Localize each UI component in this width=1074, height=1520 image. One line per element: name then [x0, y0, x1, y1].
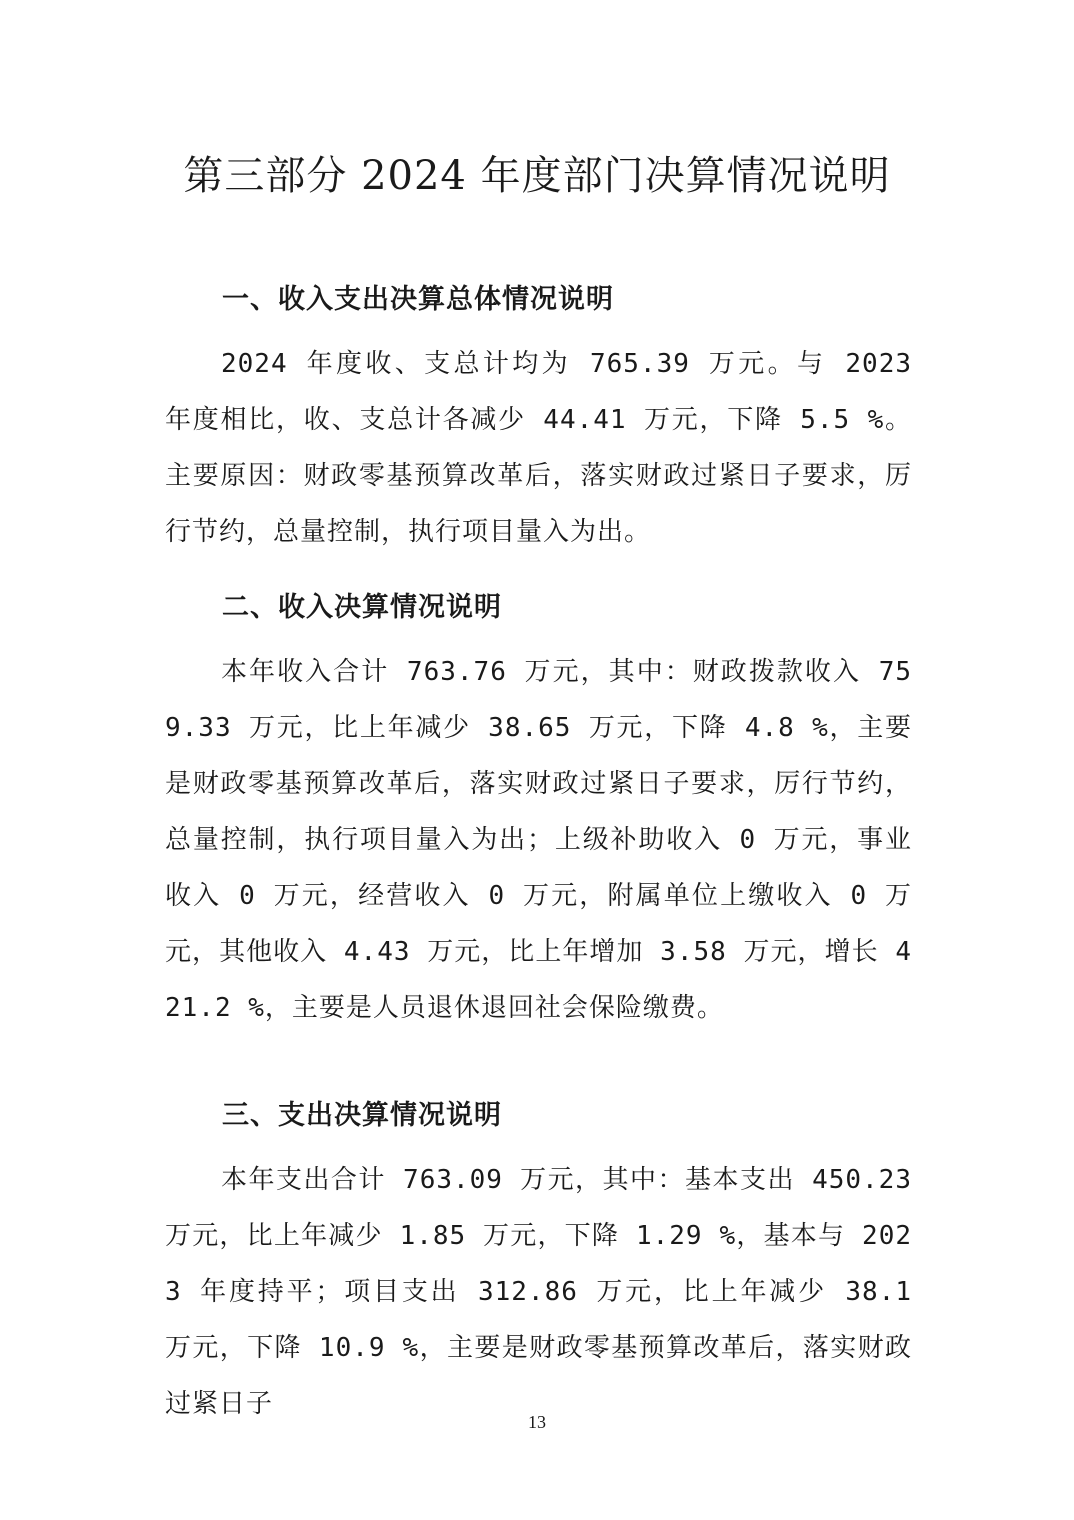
section-heading: 三、支出决算情况说明: [222, 1100, 502, 1131]
section-heading: 二、收入决算情况说明: [222, 592, 502, 623]
section-paragraph: 2024 年度收、支总计均为 765.39 万元。与 2023 年度相比，收、支总计各减少 44.41 万元，下降 5.5 %。主要原因：财政零基预算改革后，落实财政过紧日子要求，厉行节约，总量控制，执行项目量入为出。: [165, 349, 912, 547]
section-heading: 一、收入支出决算总体情况说明: [222, 284, 614, 315]
page-title: 第三部分 2024 年度部门决算情况说明: [183, 153, 891, 199]
section-overall-income-expenditure: [0, 280, 1074, 560]
section-paragraph: 本年支出合计 763.09 万元，其中：基本支出 450.23 万元，比上年减少 1.85 万元，下降 1.29 %，基本与 2023 年度持平；项目支出 312.86 万元，比上年减少 38.1 万元，下降 10.9 %，主要是财政零基预算改革后，落实财政过紧日子: [165, 1165, 912, 1419]
page-number: 13: [528, 1412, 546, 1432]
section-expenditure: [0, 1096, 1074, 1432]
section-income: [0, 588, 1074, 1036]
section-paragraph: 本年收入合计 763.76 万元，其中：财政拨款收入 759.33 万元，比上年减少 38.65 万元，下降 4.8 %，主要是财政零基预算改革后，落实财政过紧日子要求，厉行节约，总量控制，执行项目量入为出；上级补助收入 0 万元，事业收入 0 万元，经营收入 0 万元，附属单位上缴收入 0 万元，其他收入 4.43 万元，比上年增加 3.58 万元，增长 421.2 %，主要是人员退休退回社会保险缴费。: [165, 657, 912, 1023]
